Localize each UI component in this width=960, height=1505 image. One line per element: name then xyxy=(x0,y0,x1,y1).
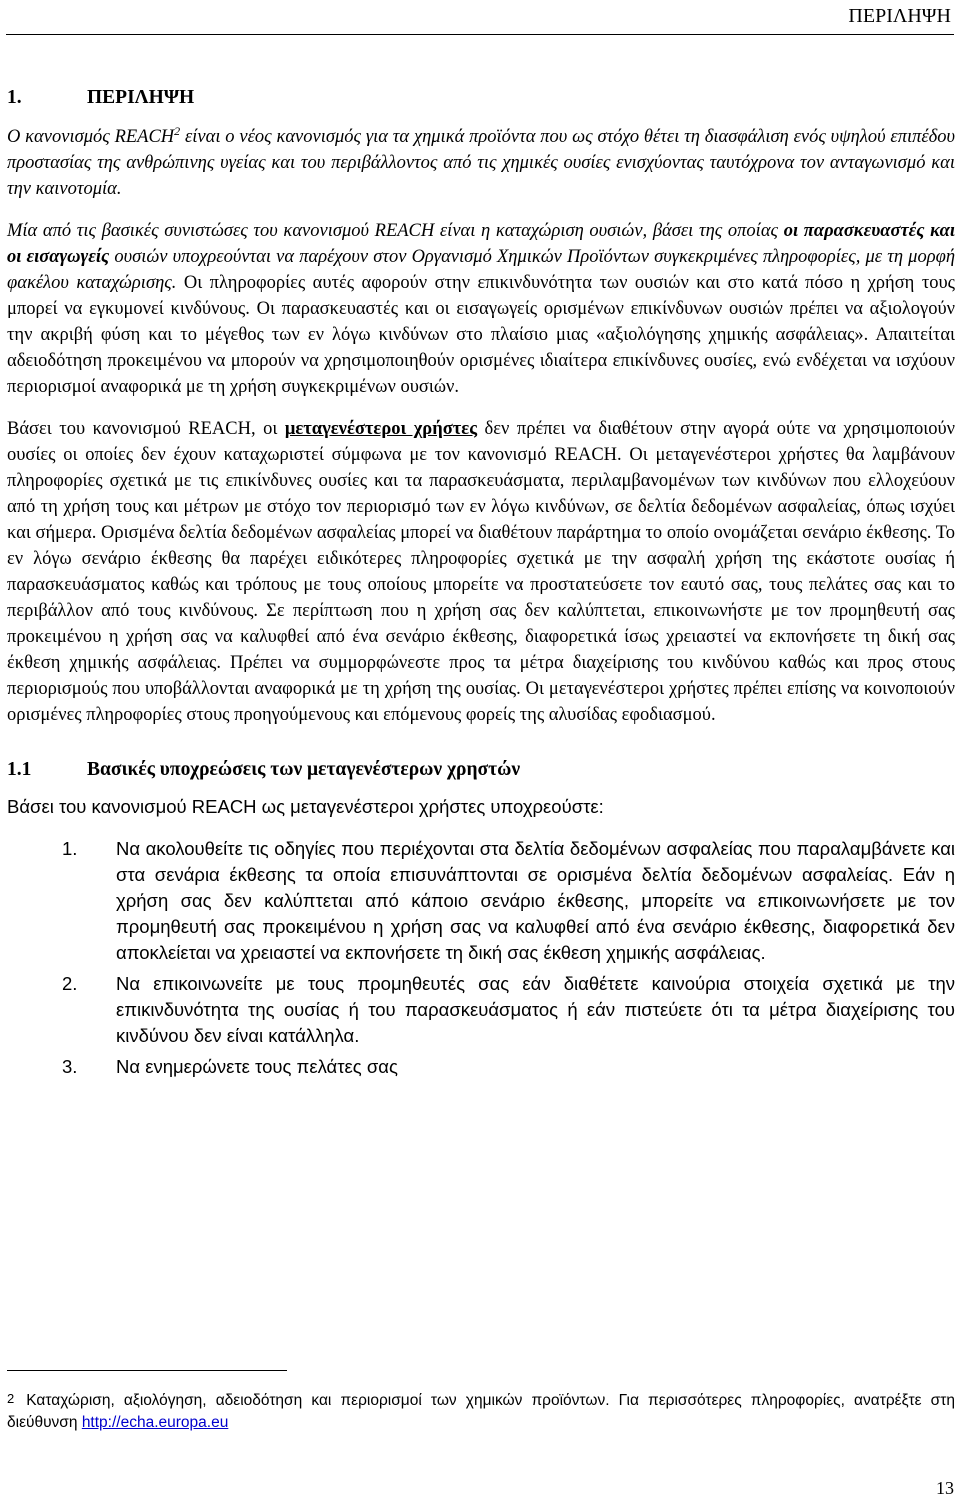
downstream-text-start: Βάσει του κανονισμού REACH, οι xyxy=(7,419,285,439)
subsection-title: Βασικές υποχρεώσεις των μεταγενέστερων χρηστών xyxy=(87,759,521,780)
footnote-mark: 2 xyxy=(7,1391,15,1406)
downstream-text-end: δεν πρέπει να διαθέτουν στην αγορά ούτε να χρησιμοποιούν ουσίες οι οποίες δεν έχουν καταχωριστεί σύμφωνα με τον κανονισμό REACH. Οι μεταγενέστεροι χρήστες θα λαμβάνουν πληροφορίες σχετικά με τις επικίνδυνες ουσίες και τα παρασκευάσματα, περιλαμβανομένων των κινδύνων που ελλοχεύουν από τη χρήση τους και μέτρων με στόχο τον περιορισμό των εν λόγω κινδύνων, σε δελτία δεδομένων ασφαλείας, όπως ισχύει και σήμερα. Ορισμένα δελτία δεδομένων ασφαλείας μπορεί να διαθέτουν παράρτημα το οποίο ονομάζεται σενάριο έκθεσης. Το εν λόγω σενάριο έκθεσης θα παρέχει ειδικότερες πληροφορίες σχετικά με την ασφαλή χρήση της εκάστοτε ουσίας ή παρασκευάσματος καθώς και τρόπους με τους οποίους μπορείτε να προστατεύσετε τον εαυτό σας, τους πελάτες σας και το περιβάλλον από τους κινδύνους. Σε περίπτωση που η χρήση σας δεν καλύπτεται, επικοινωνήστε με τον προμηθευτή σας προκειμένου η χρήση σας να καλυφθεί από ένα σενάριο έκθεσης, διαφορετικά ίσως χρειαστεί να εκπονήσετε τη δική σας έκθεση χημικής ασφάλειας. Πρέπει να συμμορφώνεστε προς τα μέτρα διαχείρισης του κινδύνου καθώς και προς στους περιορισμούς που υποβάλλονται αναφορικά με τη χρήση της ουσίας. Οι μεταγενέστεροι χρήστες πρέπει επίσης να κοινοποιούν ορισμένες πληροφορίες στους προηγούμενους και επόμενους φορείς της αλυσίδας εφοδιασμού. xyxy=(7,419,955,725)
downstream-users-paragraph xyxy=(7,416,955,728)
page-number: 13 xyxy=(936,1478,954,1498)
obligations-list xyxy=(7,836,955,1080)
list-item xyxy=(7,971,955,1049)
manufacturers-importers-emphasis: οι παρασκευαστές και οι εισαγωγείς xyxy=(7,221,955,267)
list-item-text: Να ακολουθείτε τις οδηγίες που περιέχονται στα δελτία δεδομένων ασφαλείας που παραλαμβάνετε και στα σενάρια έκθεσης τα οποία επισυνάπτονται σε ορισμένα δελτία δεδομένων ασφαλείας. Εάν η χρήση σας δεν καλύπτεται από κάποιο σενάριο έκθεσης, μπορείτε να επικοινωνήσετε με τον προμηθευτή σας προκειμένου η χρήση σας να καλυφθεί από ένα σενάριο έκθεσης, διαφορετικά δεν αποκλείεται να χρειαστεί να εκπονήσετε τη δική σας έκθεση χημικής ασφάλειας. xyxy=(116,838,955,963)
list-marker: 3. xyxy=(62,1056,78,1077)
list-item xyxy=(7,1054,955,1080)
section-number: 1. xyxy=(7,87,22,108)
list-item xyxy=(7,836,955,966)
list-item-text: Να επικοινωνείτε με τους προμηθευτές σας εάν διαθέτετε καινούρια στοιχεία σχετικά με την επικινδυνότητα της ουσίας ή του παρασκευάσματος ή εάν πιστεύετε ότι τα μέτρα διαχείρισης του κινδύνου δεν είναι κατάλληλα. xyxy=(116,973,955,1046)
obligations-intro: Βάσει του κανονισμού REACH ως μεταγενέστεροι χρήστες υποχρεούστε: xyxy=(7,796,604,817)
footnote-separator xyxy=(7,1370,287,1371)
registration-text-end: Οι πληροφορίες αυτές αφορούν στην επικινδυνότητα των ουσιών και στο κατά πόσο η χρήση τους μπορεί να εγκυμονεί κινδύνους. Οι παρασκευαστές και οι εισαγωγείς ορισμένων επικίνδυνων ουσιών πρέπει να αξιολογούν την ακριβή φύση και το μέγεθος των εν λόγω κινδύνων στο πλαίσιο μιας «αξιολόγησης χημικής ασφάλειας». Απαιτείται αδειοδότηση προκειμένου να μπορούν να χρησιμοποιηθούν ορισμένες ιδιαίτερα επικίνδυνες ουσίες, ενώ ενδέχεται να ισχύουν περιορισμοί αναφορικά με τη χρήση συγκεκριμένων ουσιών. xyxy=(7,273,955,397)
footnote-text: Καταχώριση, αξιολόγηση, αδειοδότηση και περιορισμοί των χημικών προϊόντων. Για περισσότερες πληροφορίες, ανατρέξτε στη διεύθυνση xyxy=(7,1392,955,1431)
running-header-title: ΠΕΡΙΛΗΨΗ xyxy=(848,5,951,27)
intro-text-end: είναι ο νέος κανονισμός για τα χημικά προϊόντα που ως στόχο θέτει τη διασφάλιση ενός υψηλού επιπέδου προστασίας της ανθρώπινης υγείας και του περιβάλλοντος από τις χημικές ουσίες ενισχύοντας ταυτόχρονα τον ανταγωνισμό και την καινοτομία. xyxy=(7,127,955,199)
intro-text-start: Ο κανονισμός REACH xyxy=(7,127,175,147)
footnote xyxy=(7,1388,955,1434)
intro-paragraph xyxy=(7,124,955,202)
registration-paragraph xyxy=(7,218,955,400)
page-header xyxy=(0,0,960,40)
list-marker: 2. xyxy=(62,973,78,994)
header-rule xyxy=(6,34,954,35)
registration-text-middle: ουσιών υποχρεούνται να παρέχουν στον Οργανισμό Χημικών Προϊόντων συγκεκριμένες πληροφορίες, με τη μορφή φακέλου καταχώρισης. xyxy=(7,247,955,293)
registration-text-start: Μία από τις βασικές συνιστώσες του κανονισμού REACH είναι η καταχώριση ουσιών, βάσει της οποίας xyxy=(7,221,784,241)
page-body xyxy=(7,84,955,1085)
section-heading xyxy=(7,84,955,112)
downstream-users-emphasis: μεταγενέστεροι χρήστες xyxy=(284,419,477,439)
subsection-number: 1.1 xyxy=(7,759,32,780)
section-title: ΠΕΡΙΛΗΨΗ xyxy=(87,87,195,108)
footnote-ref: 2 xyxy=(174,123,181,138)
list-marker: 1. xyxy=(62,838,78,859)
list-item-text: Να ενημερώνετε τους πελάτες σας xyxy=(116,1056,398,1077)
subsection-heading xyxy=(7,756,955,784)
echa-link[interactable]: http://echa.europa.eu xyxy=(81,1414,229,1431)
